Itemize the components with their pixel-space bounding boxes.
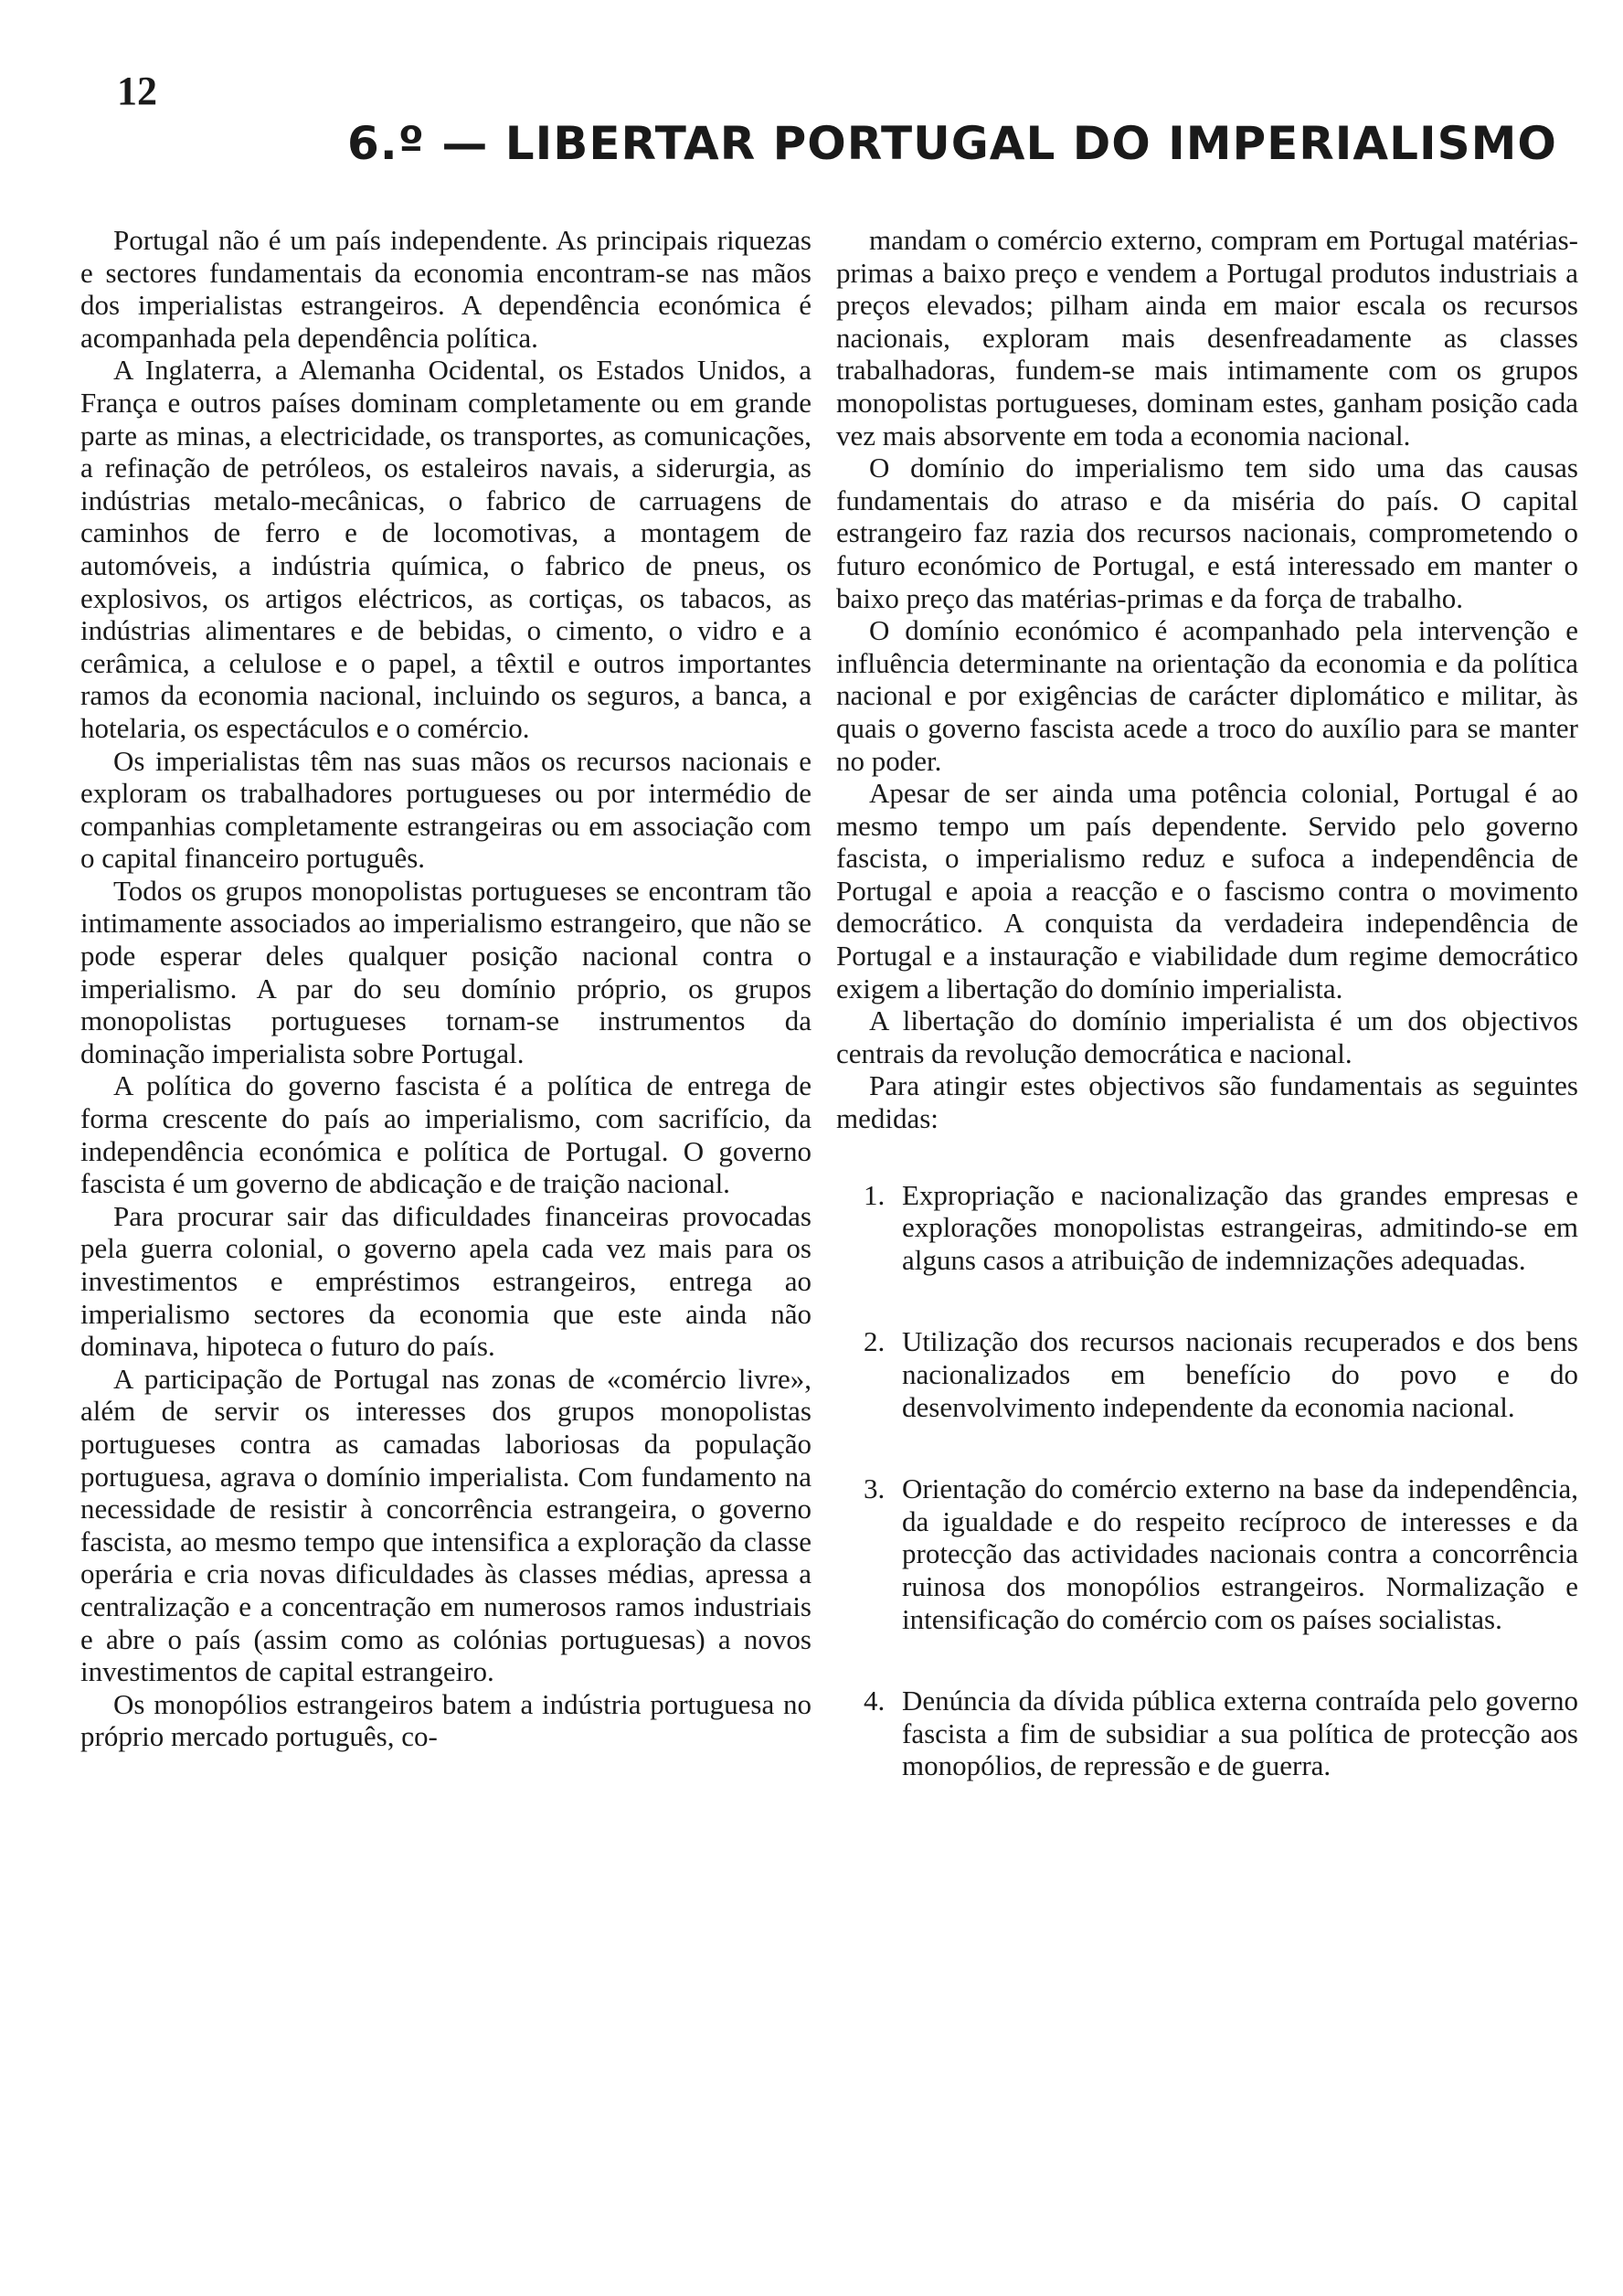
measure-item bbox=[836, 1179, 1578, 1277]
paragraph: O domínio do imperialismo tem sido uma das causas fundamentais do atraso e da miséria do país. O capital estrangeiro faz razia dos recursos nacionais, comprometendo o futuro económico de Portugal, e está interessado em manter o baixo preço das matérias-primas e da força de trabalho. bbox=[836, 452, 1578, 614]
measure-item bbox=[836, 1472, 1578, 1635]
measure-number: 1. bbox=[864, 1178, 886, 1211]
paragraph: O domínio económico é acompanhado pela intervenção e influência determinante na orientação da economia e da política nacional e por exigências de carácter diplomático e militar, às quais o governo fascista acede a troco do auxílio para se manter no poder. bbox=[836, 614, 1578, 777]
measure-text: Denúncia da dívida pública externa contraída pelo governo fascista a fim de subsidiar a sua política de protecção aos monopólios, de repressão e de guerra. bbox=[902, 1685, 1578, 1782]
measure-number: 2. bbox=[864, 1325, 886, 1358]
paragraph: A Inglaterra, a Alemanha Ocidental, os Estados Unidos, a França e outros países dominam completamente ou em grande parte as minas, a electricidade, os transportes, as comunicações, a refinação de petróleos, os estaleiros navais, a siderurgia, as indústrias metalo-mecânicas, o fabrico de carruagens de caminhos de ferro e de locomotivas, a montagem de automóveis, a indústria química, o fabrico de pneus, os explosivos, os artigos eléctricos, as cortiças, os tabacos, as indústrias alimentares e de bebidas, o cimento, o vidro e a cerâmica, a celulose e o papel, a têxtil e outros importantes ramos da economia nacional, incluindo os seguros, a banca, a hotelaria, os espectáculos e o comércio. bbox=[80, 354, 812, 744]
measure-text: Orientação do comércio externo na base da independência, da igualdade e do respeito recíproco de interesses e da protecção das actividades nacionais contra a concorrência ruinosa dos monopólios estrangeiros. Normalização e intensificação do comércio com os países socialistas. bbox=[902, 1472, 1578, 1635]
measure-item bbox=[836, 1685, 1578, 1782]
paragraph: Para atingir estes objectivos são fundamentais as seguintes medidas: bbox=[836, 1069, 1578, 1135]
paragraph: Apesar de ser ainda uma potência colonial, Portugal é ao mesmo tempo um país dependente. Servido pelo governo fascista, o imperialismo reduz e sufoca a independência de Portugal e apoia a reacção e o fascismo contra o movimento democrático. A conquista da verdadeira independência de Portugal e a instauração e viabilidade dum regime democrático exigem a libertação do domínio imperialista. bbox=[836, 777, 1578, 1004]
paragraph: A participação de Portugal nas zonas de «comércio livre», além de servir os interesses dos grupos monopolistas portugueses contra as camadas laboriosas da população portuguesa, agrava o domínio imperialista. Com fundamento na necessidade de resistir à concorrência estrangeira, o governo fascista, ao mesmo tempo que intensifica a exploração da classe operária e cria novas dificuldades às classes médias, apressa a centralização e a concentração em numerosos ramos industriais e abre o país (assim como as colónias portuguesas) a novos investimentos de capital estrangeiro. bbox=[80, 1362, 812, 1688]
paragraph: Os monopólios estrangeiros batem a indústria portuguesa no próprio mercado português, co- bbox=[80, 1687, 812, 1753]
paragraph: Para procurar sair das dificuldades financeiras provocadas pela guerra colonial, o governo apela cada vez mais para os investimentos e empréstimos estrangeiros, entrega ao imperialismo sectores da economia que este ainda não dominava, hipoteca o futuro do país. bbox=[80, 1199, 812, 1363]
measure-text: Expropriação e nacionalização das grandes empresas e explorações monopolistas estrangeiras, admitindo-se em alguns casos a atribuição de indemnizações adequadas. bbox=[902, 1178, 1578, 1276]
measure-number: 3. bbox=[864, 1472, 886, 1505]
paragraph: Portugal não é um país independente. As principais riquezas e sectores fundamentais da economia encontram-se nas mãos dos imperialistas estrangeiros. A dependência económica é acompanhada pela dependência política. bbox=[80, 224, 812, 354]
measure-text: Utilização dos recursos nacionais recuperados e dos bens nacionalizados em benefício do povo e do desenvolvimento independente da economia nacional. bbox=[902, 1325, 1578, 1423]
left-column bbox=[80, 224, 812, 1753]
paragraph: A política do governo fascista é a política de entrega de forma crescente do país ao imperialismo, com sacrifício, da independência económica e política de Portugal. O governo fascista é um governo de abdicação e de traição nacional. bbox=[80, 1069, 812, 1200]
paragraph: mandam o comércio externo, compram em Portugal matérias-primas a baixo preço e vendem a Portugal produtos industriais a preços elevados; pilham ainda em maior escala os recursos nacionais, exploram mais desenfreadamente as classes trabalhadoras, fundem-se mais intimamente com os grupos monopolistas portugueses, dominam estes, ganham posição cada vez mais absorvente em toda a economia nacional. bbox=[836, 224, 1578, 452]
paragraph: Todos os grupos monopolistas portugueses se encontram tão intimamente associados ao imperialismo estrangeiro, que não se pode esperar deles qualquer posição nacional contra o imperialismo. A par do seu domínio próprio, os grupos monopolistas portugueses tornam-se instrumentos da dominação imperialista sobre Portugal. bbox=[80, 874, 812, 1069]
right-column bbox=[836, 224, 1578, 1782]
measure-item bbox=[836, 1325, 1578, 1423]
measures-list bbox=[836, 1179, 1578, 1782]
paragraph: A libertação do domínio imperialista é um dos objectivos centrais da revolução democrática e nacional. bbox=[836, 1004, 1578, 1069]
paragraph: Os imperialistas têm nas suas mãos os recursos nacionais e exploram os trabalhadores portugueses ou por intermédio de companhias completamente estrangeiras ou em associação com o capital financeiro português. bbox=[80, 744, 812, 875]
measure-number: 4. bbox=[864, 1685, 886, 1717]
page-number: 12 bbox=[117, 69, 157, 113]
section-title: 6.º — LIBERTAR PORTUGAL DO IMPERIALISMO bbox=[347, 117, 1557, 170]
